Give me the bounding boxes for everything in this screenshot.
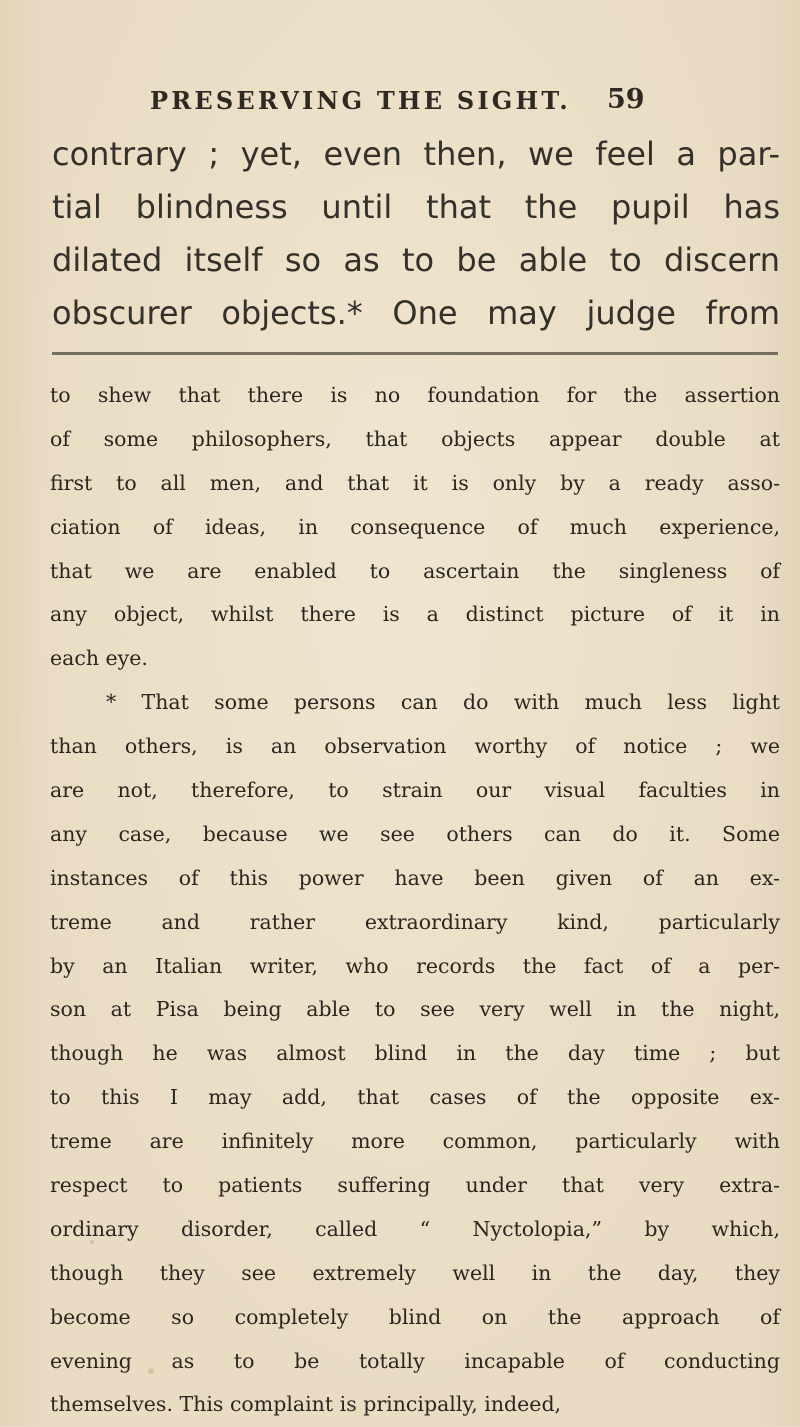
footnote-divider: [52, 352, 778, 355]
footnote-line: though he was almost blind in the day time ; but: [50, 1041, 780, 1066]
text-line: obscurer objects.* One may judge from: [52, 294, 780, 332]
footnote-line: instances of this power have been given of an ex-: [50, 865, 780, 890]
footnote-line: of some philosophers, that objects appear double at: [50, 426, 780, 451]
text-line: dilated itself so as to be able to discern: [52, 241, 780, 279]
footnote-line: are not, therefore, to strain our visual faculties in: [50, 778, 780, 803]
footnote-line: though they see extremely well in the day, they: [50, 1260, 780, 1285]
footnote-line: * That some persons can do with much less light: [106, 690, 780, 715]
text-line: contrary ; yet, even then, we feel a par-: [52, 135, 780, 173]
footnote-line: ciation of ideas, in consequence of much experience,: [50, 514, 780, 539]
footnote-line: first to all men, and that it is only by a ready asso-: [50, 470, 780, 495]
footnote-line: that we are enabled to ascertain the singleness of: [50, 558, 780, 583]
footnote-line: treme and rather extraordinary kind, particularly: [50, 909, 780, 934]
footnote-line: themselves. This complaint is principally, indeed,: [50, 1392, 562, 1417]
foxing-spot: [148, 1368, 154, 1374]
page-number: 59: [607, 84, 645, 115]
footnote-line: treme are infinitely more common, particularly with: [50, 1129, 780, 1154]
footnote-line: respect to patients suffering under that very extra-: [50, 1173, 780, 1198]
footnote-line: each eye.: [50, 646, 148, 671]
footnotes: [50, 374, 780, 1427]
footnote-line: become so completely blind on the approach of: [50, 1304, 780, 1329]
footnote-line: than others, is an observation worthy of notice ; we: [50, 734, 780, 759]
foxing-spot: [350, 1405, 355, 1410]
footnote-line: ordinary disorder, called “ Nyctolopia,” by which,: [50, 1216, 780, 1241]
footnote-line: to shew that there is no foundation for the assertion: [50, 383, 780, 407]
text-line: tial blindness until that the pupil has: [52, 188, 780, 226]
running-title: PRESERVING THE SIGHT.: [150, 86, 571, 115]
footnote-line: any object, whilst there is a distinct picture of it in: [50, 602, 780, 627]
footnote-line: to this I may add, that cases of the opposite ex-: [50, 1085, 780, 1110]
footnote-line: by an Italian writer, who records the fact of a per-: [50, 953, 780, 978]
foxing-spot: [90, 1240, 94, 1244]
running-header: [120, 86, 680, 126]
footnote-line: son at Pisa being able to see very well in the night,: [50, 997, 780, 1022]
footnote-line: any case, because we see others can do it. Some: [50, 821, 780, 846]
footnote-line: evening as to be totally incapable of conducting: [50, 1348, 780, 1373]
main-paragraph: [52, 128, 780, 340]
